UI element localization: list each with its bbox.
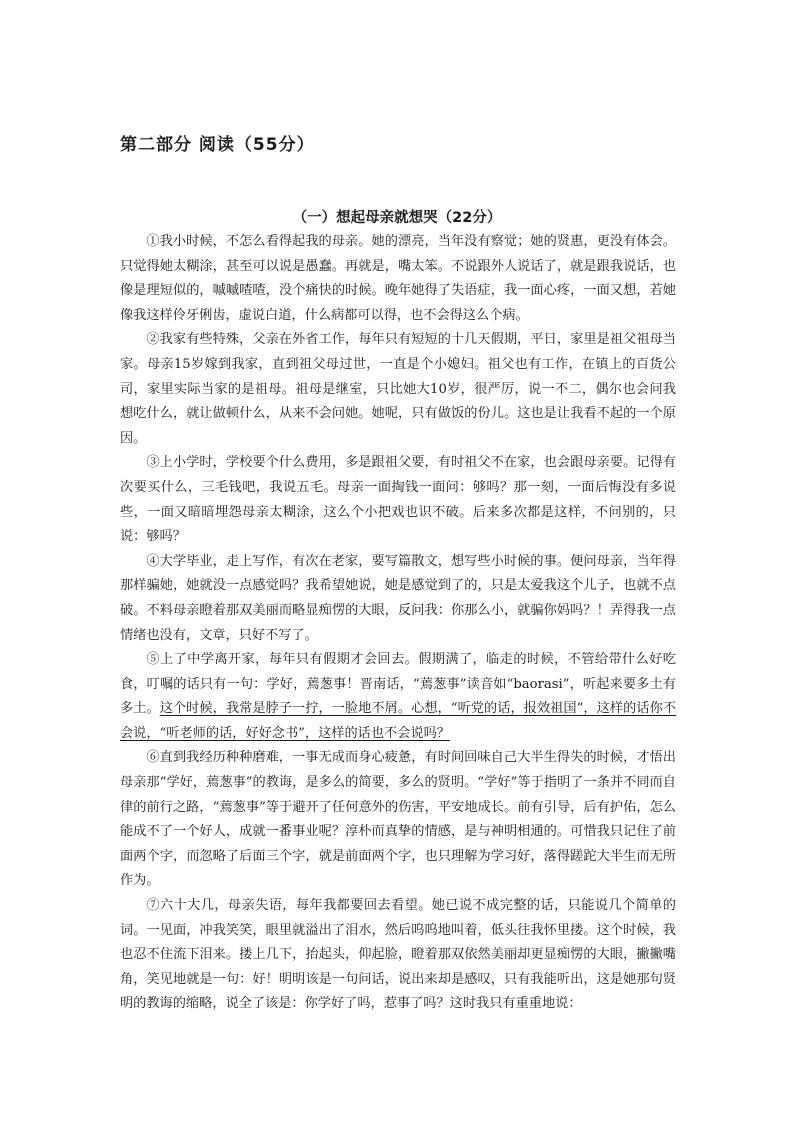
paragraph-2: ②我家有些特殊，父亲在外省工作，每年只有短短的十几天假期，平日，家里是祖父祖母当家。母亲15岁嫁到我家，直到祖父母过世，一直是个小媳妇。祖父也有工作，在镇上的百货公司，家里实际当家的是祖母。祖母是继室，只比她大10岁，很严厉，说一不二，偶尔也会问我想吃什么，就让做顿什么，从来不会问她。她呢，只有做饭的份儿。这也是让我看不起的一个原因。 [120, 332, 676, 446]
paragraph-6: ⑥直到我经历种种磨难，一事无成而身心疲惫，有时间回味自己大半生得失的时候，才悟出母亲那“学好，蔫葱事”的教诲，是多么的简要，多么的贤明。“学好”等于指明了一条并不同而自律的前行之路，“蔫葱事”等于避开了任何意外的伤害，平安地成长。前有引导，后有护佑，怎么能成不了一个好人，成就一番事业呢？淳朴而真挚的情感，是与神明相通的。可惜我只记住了前面两个字，而忽略了后面三个字，就是前面两个字，也只理解为学习好，落得蹉跎大半生而无所作为。 [120, 750, 676, 889]
paragraph-3: ③上小学时，学校要个什么费用，多是跟祖父要，有时祖父不在家，也会跟母亲要。记得有次要买什么，三毛钱吧，我说五毛。母亲一面掏钱一面问：够吗？那一刻，一面后悔没有多说些，一面又暗暗埋怨母亲太糊涂，这么个小把戏也识不破。后来多次都是这样，不问别的，只说：够吗？ [120, 455, 676, 545]
paragraph-7: ⑦六十大几，母亲失语，每年我都要回去看望。她已说不成完整的话，只能说几个简单的词。一见面，冲我笑笑，眼里就溢出了泪水，然后呜呜地叫着，低头往我怀里搂。这个时候，我也忍不住流下泪来。搂上几下，抬起头，仰起脸，瞪着那双依然美丽却更显痴愣的大眼，撇撇嘴角，笑见地就是一句：好！明明该是一句问话，说出来却是感叹，只有我能听出，这是她那句贤明的教诲的缩略，说全了该是：你学好了吗，惹事了吗？这时我只有重重地说： [120, 898, 676, 1012]
underlined-sentence: 这个时候，我常是脖子一拧，一脸地不屑。心想，“听党的话，报效祖国”，这样的话你不会说，“听老师的话，好好念书”，这样的话也不会说吗？ [120, 701, 677, 741]
article-body [120, 230, 676, 1017]
section-title: 第二部分 阅读（55分） [120, 135, 315, 155]
article-title: （一）想起母亲就想哭（22分） [292, 210, 502, 226]
paragraph-5-text: ⑤上了中学离开家，每年只有假期才会回去。假期满了，临走的时候，不管给带什么好吃食，叮嘱的话只有一句：学好，蔫葱事！晋南话，“蔫葱事”读音如“baorasi”，听起来要多土有多土。 [120, 652, 676, 717]
paragraph-5 [120, 648, 676, 746]
paragraph-1: ①我小时候，不怎么看得起我的母亲。她的漂亮，当年没有察觉；她的贤惠，更没有体会。只觉得她太糊涂，甚至可以说是愚蠢。再就是，嘴太笨。不说跟外人说话了，就是跟我说话，也像是理短似的，嘁嘁喳喳，没个痛快的时候。晚年她得了失语症，我一面心疼，一面又想，若她像我这样伶牙俐齿，虚说白道，什么病都可以得，也不会得这么个病。 [120, 234, 676, 323]
paragraph-4: ④大学毕业，走上写作，有次在老家，要写篇散文，想写些小时候的事。便问母亲，当年得那样骗她，她就没一点感觉吗？我希望她说，她是感觉到了的，只是太爱我这个儿子，也就不点破。不料母亲瞪着那双美丽而略显痴愣的大眼，反问我：你那么小，就骗你妈吗？！弄得我一点情绪也没有，文章，只好不写了。 [120, 553, 676, 643]
